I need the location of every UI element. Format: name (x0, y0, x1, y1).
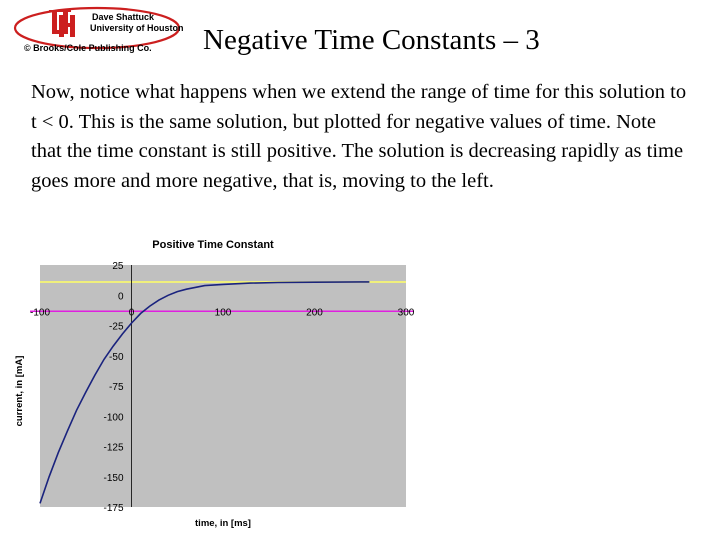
chart-svg (0, 225, 426, 540)
y-tick-label: -175 (103, 503, 124, 514)
chart-title: Positive Time Constant (152, 239, 274, 251)
y-axis-title: current, in [mA] (14, 355, 25, 427)
chart-panel (0, 225, 426, 540)
y-tick-label: -125 (103, 442, 124, 454)
y-tick-label: -50 (109, 351, 124, 363)
slide-body-text: Now, notice what happens when we extend the range of time for this solution to t < 0. This is the same solution, but plotted for negative values of time. Note that the time constant is still positive. The solution is decreasing rapidly as time goes more and more negative, that is, moving to the left. (31, 81, 687, 192)
x-tick-label: 0 (128, 307, 135, 319)
x-tick-label: -100 (29, 307, 51, 319)
y-tick-label: 25 (112, 261, 124, 272)
y-tick-label: -150 (103, 472, 124, 484)
logo-university-name: University of Houston (90, 23, 184, 33)
x-tick-label: 200 (306, 307, 323, 319)
university-logo (12, 4, 182, 56)
y-tick-label: -100 (103, 412, 124, 424)
x-axis-title: time, in [ms] (195, 518, 251, 529)
x-tick-label: 300 (397, 307, 415, 319)
plot-area (40, 265, 406, 507)
x-tick-label: 100 (214, 307, 232, 319)
y-tick-label: 0 (117, 291, 124, 303)
logo-copyright: © Brooks/Cole Publishing Co. (24, 43, 152, 53)
y-tick-label: -25 (109, 321, 124, 333)
slide-title: Negative Time Constants – 3 (203, 24, 540, 56)
y-tick-label: -75 (109, 382, 124, 393)
logo-author-name: Dave Shattuck (92, 12, 155, 22)
